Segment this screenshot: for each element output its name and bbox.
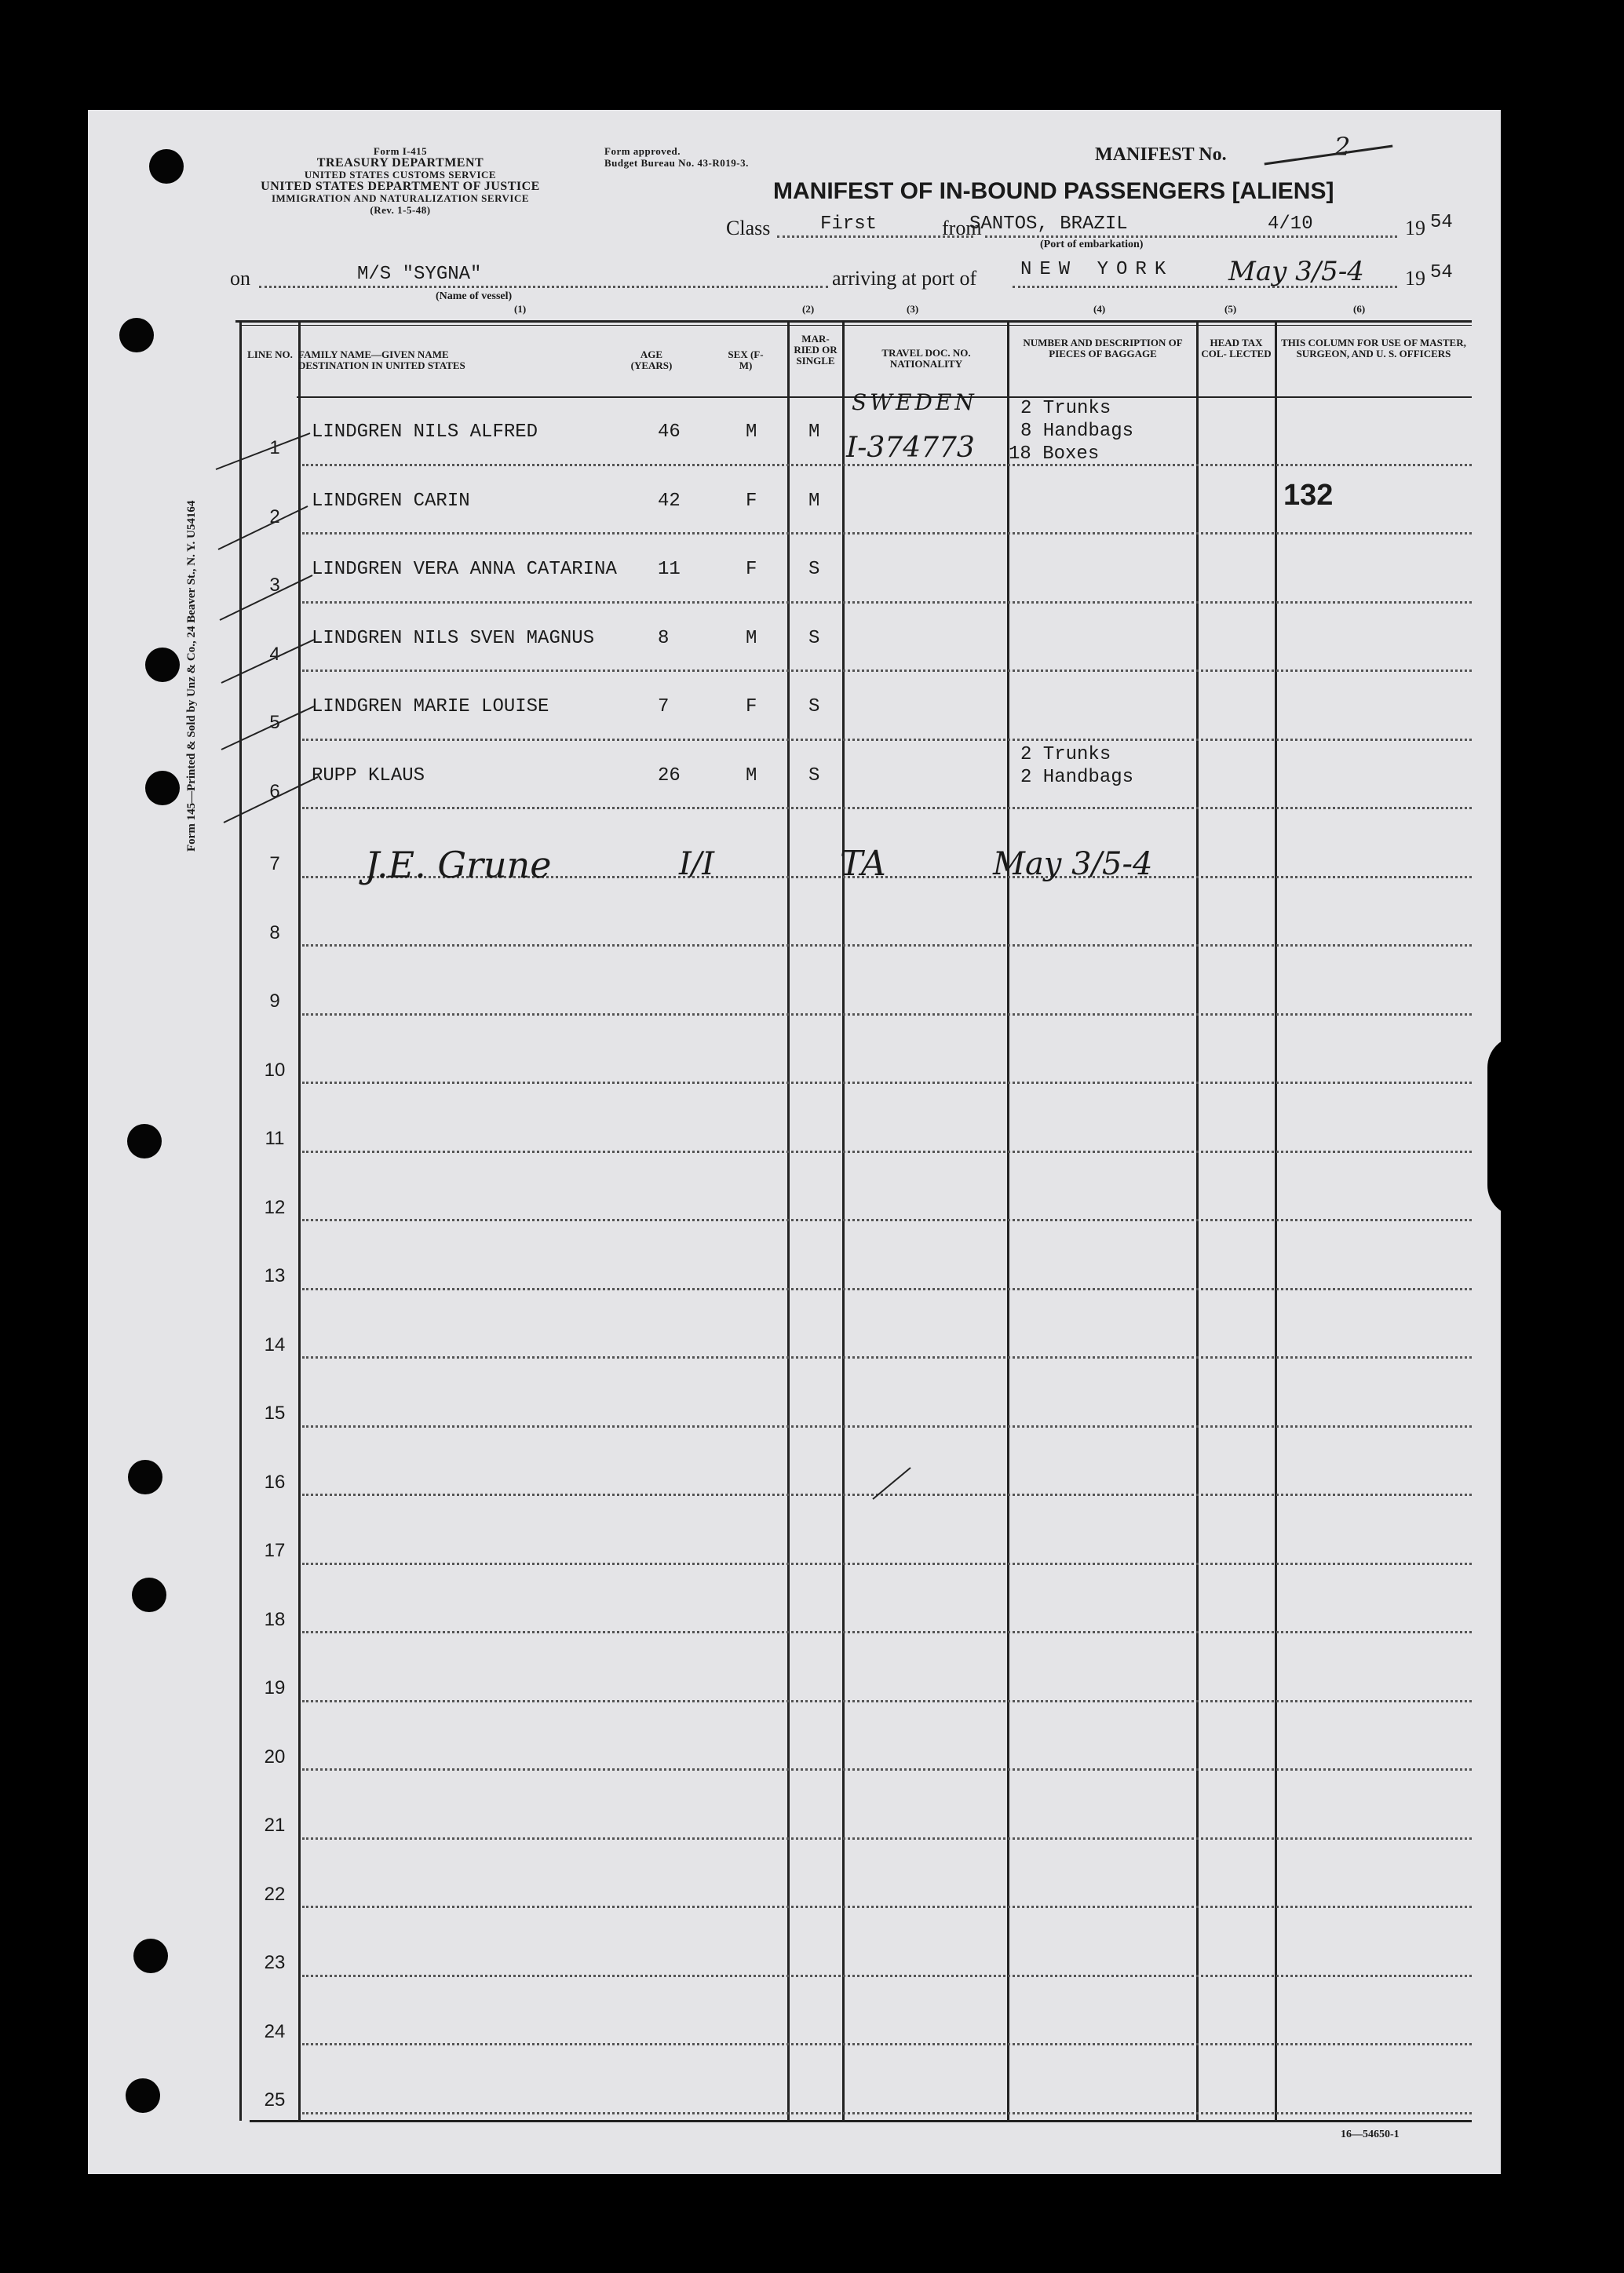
- passenger-name: LINDGREN VERA ANNA CATARINA: [312, 559, 617, 580]
- passenger-sex: M: [746, 421, 757, 443]
- line-number: 15: [264, 1403, 286, 1424]
- from-value: SANTOS, BRAZIL: [969, 213, 1128, 235]
- doc-number-handwritten: I-374773: [846, 432, 975, 464]
- col-num-1: (1): [514, 303, 527, 315]
- col-head-headtax: HEAD TAX COL- LECTED: [1201, 337, 1272, 359]
- class-label: Class: [726, 217, 771, 239]
- line-number: 4: [269, 643, 280, 665]
- line-number: 23: [264, 1952, 286, 1973]
- form-revision: (Rev. 1-5-48): [370, 204, 431, 216]
- line-number: 12: [264, 1196, 286, 1218]
- col-head-sex: SEX (F-M): [728, 348, 764, 371]
- col-head-married: MAR- RIED OR SINGLE: [794, 333, 838, 367]
- col-num-3: (3): [907, 303, 919, 315]
- passenger-sex: F: [746, 696, 757, 717]
- signature-ii: I/I: [679, 846, 715, 882]
- form-number: Form I-415: [373, 145, 428, 157]
- passenger-age: 26: [658, 764, 681, 786]
- line-number: 2: [269, 505, 280, 527]
- tick-mark: [218, 506, 308, 549]
- line-number: 25: [264, 2089, 286, 2111]
- port-embark-note: (Port of embarkation): [1040, 239, 1144, 250]
- line-number: 11: [265, 1128, 285, 1149]
- dept-justice: UNITED STATES DEPARTMENT OF JUSTICE: [261, 180, 540, 193]
- year-prefix-2: 19: [1405, 267, 1425, 290]
- line-number: 22: [264, 1883, 286, 1905]
- arrival-date: May 3/5-4: [1228, 256, 1364, 287]
- passenger-age: 7: [658, 696, 670, 717]
- col-head-name: FAMILY NAME—GIVEN NAME DESTINATION IN UNITED STATES: [298, 348, 465, 371]
- baggage-row6-b: 2 Handbags: [1020, 767, 1134, 788]
- line-number: 19: [264, 1677, 286, 1698]
- passenger-age: 11: [658, 559, 681, 580]
- col-num-5: (5): [1224, 303, 1237, 315]
- line-number: 6: [269, 780, 280, 802]
- baggage-row6-a: 2 Trunks: [1020, 744, 1111, 765]
- passenger-marital: S: [808, 627, 820, 649]
- budget-bureau: Budget Bureau No. 43-R019-3.: [604, 157, 749, 169]
- dept-customs: UNITED STATES CUSTOMS SERVICE: [304, 169, 497, 181]
- line-number: 21: [264, 1815, 286, 1836]
- passenger-age: 42: [658, 490, 681, 512]
- col-head-travel: TRAVEL DOC. NO. NATIONALITY: [881, 347, 971, 370]
- line-number: 16: [264, 1471, 286, 1493]
- col-head-age: AGE (YEARS): [630, 348, 673, 371]
- col-num-2: (2): [802, 303, 815, 315]
- passenger-sex: M: [746, 764, 757, 786]
- tick-mark: [220, 575, 312, 620]
- form-approved: Form approved.: [604, 145, 681, 157]
- passenger-marital: S: [808, 764, 820, 786]
- line-number: 8: [269, 921, 280, 943]
- tick-mark: [216, 433, 310, 469]
- year-value-2: 54: [1430, 262, 1453, 283]
- officer-number: 132: [1283, 479, 1334, 512]
- from-label: from: [942, 217, 982, 239]
- line-number: 5: [269, 712, 280, 733]
- baggage-row1-a: 2 Trunks: [1020, 398, 1111, 419]
- passenger-sex: F: [746, 559, 757, 580]
- passenger-name: LINDGREN NILS ALFRED: [312, 421, 538, 443]
- printer-note: Form 145—Printed & Sold by Unz & Co., 24 Beaver St., N. Y. U54164: [185, 500, 198, 852]
- arrival-port: NEW YORK: [1020, 259, 1174, 280]
- passenger-marital: M: [808, 421, 820, 443]
- col-head-officers: THIS COLUMN FOR USE OF MASTER, SURGEON, AND U. S. OFFICERS: [1281, 337, 1466, 359]
- manifest-title: MANIFEST OF IN-BOUND PASSENGERS [ALIENS]: [773, 178, 1334, 204]
- passenger-marital: M: [808, 490, 820, 512]
- passenger-name: LINDGREN CARIN: [312, 490, 470, 512]
- passenger-marital: S: [808, 559, 820, 580]
- col-head-baggage: NUMBER AND DESCRIPTION OF PIECES OF BAGGAGE: [1023, 337, 1183, 359]
- tick-mark: [224, 777, 318, 823]
- manifest-no-label: MANIFEST No.: [1095, 144, 1227, 165]
- tick-mark: [221, 706, 314, 750]
- passenger-sex: F: [746, 490, 757, 512]
- baggage-row1-b: 8 Handbags: [1020, 421, 1134, 442]
- signature-name: J.E. Grune: [365, 844, 552, 886]
- tick-mark: [221, 640, 314, 683]
- passenger-name: RUPP KLAUS: [312, 764, 425, 786]
- form-footer-code: 16—54650-1: [1341, 2129, 1400, 2140]
- line-number: 24: [264, 2020, 286, 2042]
- line-number: 9: [269, 991, 280, 1012]
- signature-date: May 3/5-4: [993, 846, 1153, 882]
- col-num-6: (6): [1353, 303, 1366, 315]
- line-number: 18: [264, 1608, 286, 1630]
- arriving-label: arriving at port of: [832, 267, 977, 290]
- date-value: 4/10: [1268, 213, 1313, 235]
- passenger-age: 46: [658, 421, 681, 443]
- vessel-name: M/S "SYGNA": [357, 264, 482, 285]
- dept-treasury: TREASURY DEPARTMENT: [316, 156, 484, 170]
- passenger-age: 8: [658, 627, 670, 649]
- tick-mark: [873, 1468, 911, 1499]
- passenger-sex: M: [746, 627, 757, 649]
- line-number: 14: [264, 1334, 286, 1355]
- class-value: First: [820, 213, 878, 235]
- passenger-name: LINDGREN NILS SVEN MAGNUS: [312, 627, 595, 649]
- line-number: 10: [264, 1059, 286, 1081]
- line-number: 13: [264, 1265, 286, 1286]
- line-number: 7: [269, 853, 280, 874]
- year-prefix-1: 19: [1405, 217, 1425, 239]
- col-head-line: LINE NO.: [247, 348, 293, 360]
- nationality-handwritten: SWEDEN: [852, 389, 977, 415]
- passenger-marital: S: [808, 696, 820, 717]
- vessel-note: (Name of vessel): [436, 290, 513, 302]
- baggage-row1-c: 18 Boxes: [1009, 443, 1100, 465]
- line-number: 3: [269, 575, 280, 596]
- line-number: 20: [264, 1746, 286, 1768]
- col-num-4: (4): [1093, 303, 1106, 315]
- manifest-no-value: 2: [1334, 132, 1351, 162]
- on-label: on: [230, 267, 250, 290]
- dept-ins: IMMIGRATION AND NATURALIZATION SERVICE: [271, 192, 530, 204]
- line-number: 17: [264, 1540, 286, 1561]
- passenger-name: LINDGREN MARIE LOUISE: [312, 696, 549, 717]
- signature-ta: TA: [840, 844, 886, 884]
- year-value-1: 54: [1430, 212, 1453, 233]
- line-number: 1: [269, 437, 280, 458]
